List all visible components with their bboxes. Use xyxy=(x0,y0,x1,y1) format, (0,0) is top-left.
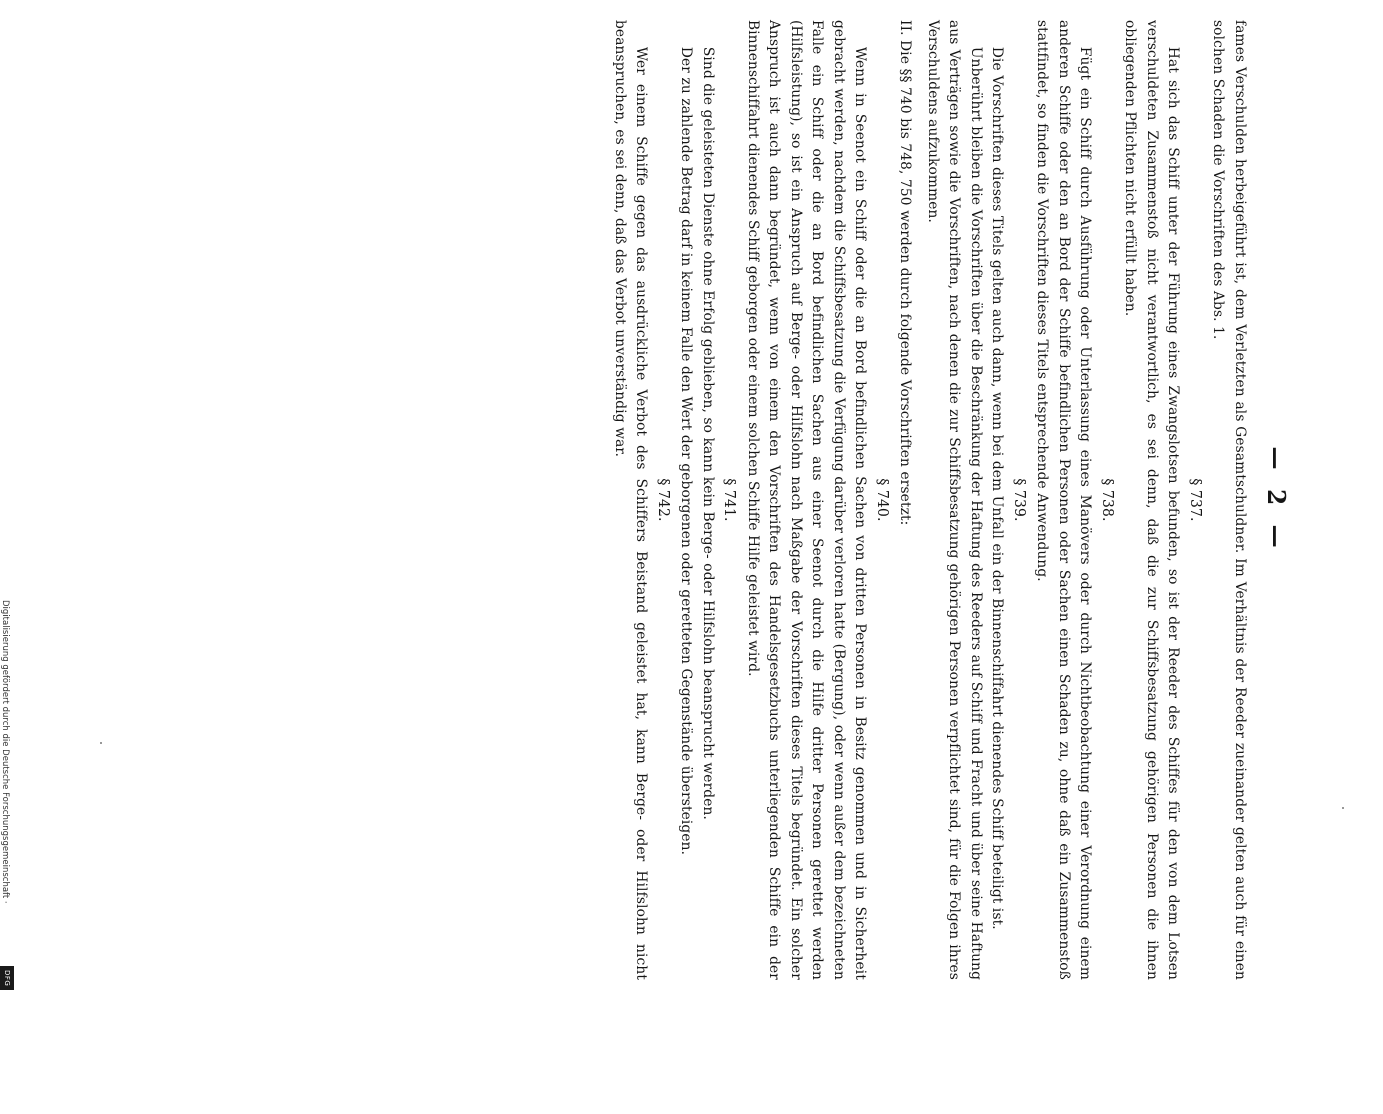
section-heading: § 739. xyxy=(1011,478,1027,522)
section-heading: § 737. xyxy=(1187,478,1203,522)
text-column xyxy=(160,20,1290,980)
paragraph: Hat sich das Schiff unter der Führung eines Zwangslotsen befunden, so ist der Reeder des Schiffes für den von dem Lotsen verschuldeten Zusammenstoß nicht verantwortlich, es sei denn, daß die zur Schiffsbesatzung gehörigen Personen die ihnen obliegenden Pflichten nicht erfüllt haben. xyxy=(1122,20,1182,980)
scan-speck xyxy=(1342,807,1344,809)
paragraph: fames Verschulden herbeigeführt ist, dem Verletzten als Gesamtschuldner. Im Verhältnis der Reeder zueinander gelten auch für einen solchen Schaden die Vorschriften des Abs. 1. xyxy=(1210,20,1248,980)
paragraph: Unberührt bleiben die Vorschriften über die Beschränkung der Haftung des Reeders auf Schiff und Fracht und über seine Haftung aus Verträgen sowie die Vorschriften, nach denen die zur Schiffsbesatzung gehörigen Personen verpflichtet sind, für die Folgen ihres Verschuldens aufzukommen. xyxy=(925,20,984,980)
paragraph: Fügt ein Schiff durch Ausführung oder Unterlassung eines Manövers oder durch Nichtbeobachtung einer Verordnung einem anderen Schiffe oder den an Bord der Schiffe befindlichen Personen oder Sachen einen Schaden zu, ohne daß ein Zusammenstoß stattfindet, so finden die Vorschriften dieses Titels entsprechende Anwendung. xyxy=(1034,20,1094,980)
document-body xyxy=(609,20,1251,980)
digitization-credit: Digitalisierung gefördert durch die Deutsche Forschungsgemeinschaft · xyxy=(0,600,10,904)
article-heading: II. Die §§ 740 bis 748, 750 werden durch folgende Vorschriften ersetzt: xyxy=(897,20,914,526)
paragraph: Die Vorschriften dieses Titels gelten auch dann, wenn bei dem Unfall ein der Binnenschiffahrt dienendes Schiff beteiligt ist. xyxy=(989,46,1006,930)
page-number: — 2 — xyxy=(1262,446,1291,554)
dfg-logo: DFG xyxy=(0,966,14,990)
section-heading: § 741. xyxy=(721,478,738,522)
section-heading: § 742. xyxy=(655,478,671,522)
paragraph: Wenn in Seenot ein Schiff oder die an Bord befindlichen Sachen von dritten Personen in Besitz genommen und in Sicherheit gebracht werden, nachdem die Schiffsbesatzung die Verfügung darüber verloren hatte (Bergung), oder wenn außer dem bezeichneten Falle ein Schiff oder die an Bord befindlichen Sachen aus einer Seenot durch die Hilfe dritter Personen gerettet werden (Hilfsleistung), so ist ein Anspruch auf Berge- oder Hilfslohn nach Maßgabe der Vorschriften dieses Titels begründet. Ein solcher Anspruch ist auch dann begründet, wenn von einem den Vorschriften des Handelsgesetzbuchs unterliegenden Schiffe ein der Binnenschiffahrt dienendes Schiff geborgen oder einem solchen Schiffe Hilfe geleistet wird. xyxy=(745,20,869,980)
section-heading: § 740. xyxy=(874,478,890,522)
paragraph: Wer einem Schiffe gegen das ausdrückliche Verbot des Schiffers Beistand geleistet hat, kann Berge- oder Hilfslohn nicht beanspruchen, es sei denn, daß das Verbot unverständig war. xyxy=(612,20,650,980)
section-heading: § 738. xyxy=(1099,478,1115,522)
scan-speck xyxy=(100,742,102,744)
paragraph: Der zu zahlende Betrag darf in keinem Falle den Wert der geborgenen oder geretteten Gegenstände übersteigen. xyxy=(678,46,695,856)
paragraph: Sind die geleisteten Dienste ohne Erfolg geblieben, so kann kein Berge- oder Hilfslohn beansprucht werden. xyxy=(700,46,716,820)
